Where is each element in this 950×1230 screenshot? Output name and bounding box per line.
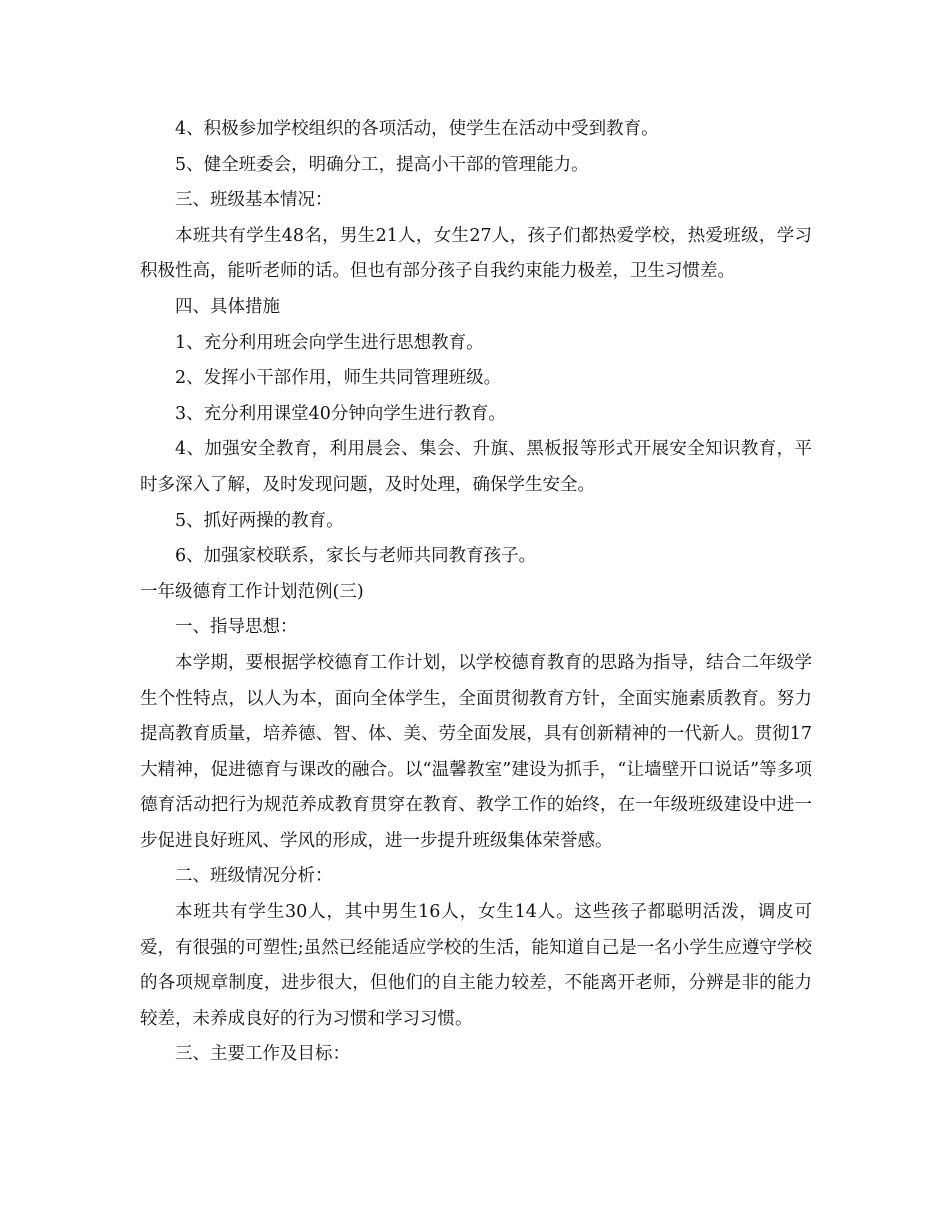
measure-item-2: 2、发挥小干部作用，师生共同管理班级。 <box>175 368 502 389</box>
document-subtitle: 一年级德育工作计划范例(三) <box>140 581 364 602</box>
paragraph-guiding-thought: 本学期，要根据学校德育工作计划，以学校德育教育的思路为指导，结合二年级学生个性特点，以人为本，面向全体学生，全面贯彻教育方针，全面实施素质教育。努力提高教育质量，培养德、智、体、美、劳全面发展，具有创新精神的一代新人。贯彻17大精神，促进德育与课改的融合。以“温馨教室”建设为抓手，“让墙壁开口说话”等多项德育活动把行为规范养成教育贯穿在教育、教学工作的始终，在一年级班级建设中进一步促进良好班风、学风的形成，进一步提升班级集体荣誉感。 <box>140 652 812 851</box>
measure-item-1: 1、充分利用班会向学生进行思想教育。 <box>175 332 484 353</box>
section-heading-class-info: 三、班级基本情况： <box>175 190 333 211</box>
section-heading-measures: 四、具体措施 <box>175 296 280 317</box>
section-heading-guiding-thought: 一、指导思想： <box>175 617 298 638</box>
measure-item-4: 4、加强安全教育，利用晨会、集会、升旗、黑板报等形式开展安全知识教育，平时多深入了解，及时发现问题，及时处理，确保学生安全。 <box>140 439 812 495</box>
section-heading-main-work: 三、主要工作及目标： <box>175 1044 350 1065</box>
document-body <box>140 112 812 1073</box>
paragraph-item-4: 4、积极参加学校组织的各项活动，使学生在活动中受到教育。 <box>175 119 659 139</box>
paragraph-class-analysis: 本班共有学生30人，其中男生16人，女生14人。这些孩子都聪明活泼，调皮可爱，有很强的可塑性;虽然已经能适应学校的生活，能知道自己是一名小学生应遵守学校的各项规章制度，进步很大，但他们的自主能力较差，不能离开老师，分辨是非的能力较差，未养成良好的行为习惯和学习习惯。 <box>140 902 812 1029</box>
paragraph-item-5: 5、健全班委会，明确分工，提高小干部的管理能力。 <box>175 154 589 175</box>
section-heading-class-analysis: 二、班级情况分析： <box>175 866 333 887</box>
measure-item-5: 5、抓好两操的教育。 <box>175 510 344 531</box>
paragraph-class-info: 本班共有学生48名，男生21人，女生27人，孩子们都热爱学校，热爱班级，学习积极性高，能听老师的话。但也有部分孩子自我约束能力极差，卫生习惯差。 <box>140 225 812 282</box>
measure-item-3: 3、充分利用课堂40分钟向学生进行教育。 <box>175 403 506 424</box>
measure-item-6: 6、加强家校联系，家长与老师共同教育孩子。 <box>175 546 537 567</box>
